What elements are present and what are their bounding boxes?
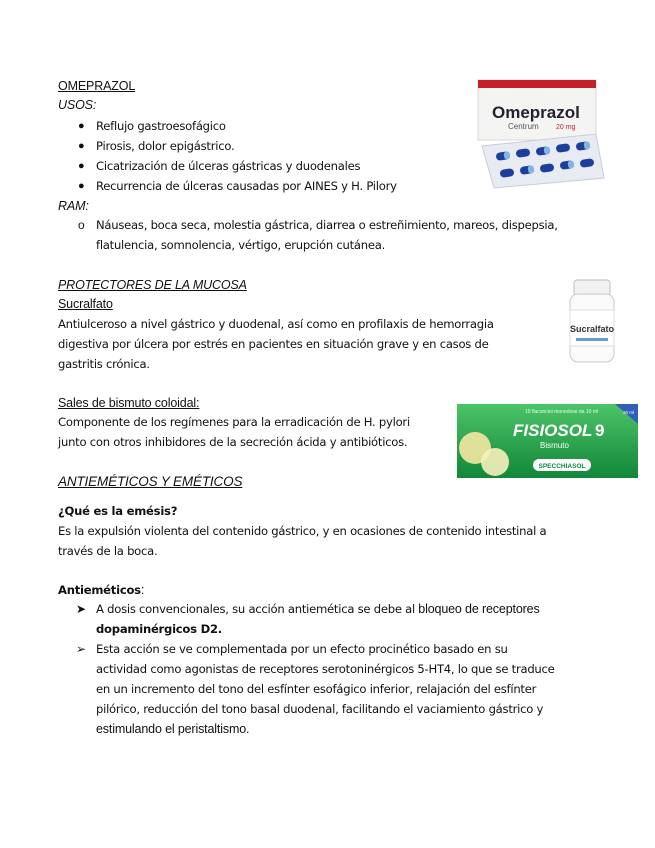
fisiosol-maker: SPECCHIASOL [538, 463, 586, 470]
omeprazol-sub: Centrum [508, 122, 539, 131]
bullet-dot: ● [78, 160, 85, 172]
fisiosol-image [455, 402, 640, 480]
point2-line: en un incremento del tono del esfínter esofágico inferior, relajación del esfínter [96, 682, 537, 696]
point1-line1 [96, 600, 540, 618]
usos-item: Cicatrización de úlceras gástricas y duodenales [96, 159, 361, 173]
protectores-title: PROTECTORES DE LA MUCOSA [58, 278, 247, 292]
bullet-dot: ● [78, 140, 85, 152]
sucralfato-image [566, 278, 618, 366]
point2-line: Esta acción se ve complementada por un efecto procinético basado en su [96, 642, 508, 656]
antiemeticos-subtitle-text: Antieméticos [58, 583, 141, 597]
omeprazol-dose: 20 mg [556, 124, 576, 131]
point1-text: A dosis convencionales, su acción antiemética se debe al [96, 602, 415, 616]
emesis-answer: través de la boca. [58, 544, 158, 558]
emesis-question: ¿Qué es la emésis? [58, 504, 178, 518]
bullet-dot: ● [78, 120, 85, 132]
emesis-answer: Es la expulsión violenta del contenido gástrico, y en ocasiones de contenido intestinal a [58, 524, 547, 538]
sucralfato-text: Antiulceroso a nivel gástrico y duodenal, así como en profilaxis de hemorragia [58, 317, 494, 331]
usos-item: Pirosis, dolor epigástrico. [96, 139, 235, 153]
ram-text: flatulencia, somnolencia, vértigo, erupción cutánea. [96, 238, 386, 252]
omeprazol-brand: Omeprazol [492, 103, 580, 122]
antiemeticos-title: ANTIEMÉTICOS Y EMÉTICOS [58, 474, 243, 489]
usos-item: Reflujo gastroesofágico [96, 119, 226, 133]
antiemeticos-subtitle [58, 581, 144, 599]
sucralfato-label: Sucralfato [569, 324, 615, 334]
fisiosol-top: 10 flaconcini monodose da 10 ml [525, 409, 599, 415]
arrow-bullet-icon: ➢ [76, 642, 87, 656]
point2-last-line: estimulando el peristaltismo. [96, 722, 250, 736]
point2-line: pilórico, reducción del tono basal duodenal, facilitando el vaciamiento gástrico y [96, 702, 544, 716]
bullet-circle: o [78, 218, 85, 232]
omeprazol-image [472, 76, 607, 191]
sucralfato-text: digestiva por úlcera por estrés en pacientes en situación grave y en casos de [58, 337, 489, 351]
sucralfato-text: gastritis crónica. [58, 357, 150, 371]
usos-label: USOS: [58, 98, 97, 112]
omeprazol-title: OMEPRAZOL [58, 79, 136, 93]
sucralfato-title: Sucralfato [58, 297, 113, 311]
bismuto-title: Sales de bismuto coloidal: [58, 396, 200, 410]
ram-label: RAM: [58, 199, 89, 213]
fisiosol-sub: Bismuto [540, 441, 569, 450]
point1-line2: dopaminérgicos D2. [96, 622, 222, 636]
antiemeticos-subtitle-colon: : [140, 583, 145, 597]
bismuto-text: junto con otros inhibidores de la secreción ácida y antibióticos. [58, 435, 408, 449]
fisiosol-brand: FISIOSOL [513, 421, 593, 440]
usos-item: Recurrencia de úlceras causadas por AINES y H. Pilory [96, 179, 397, 193]
bullet-dot: ● [78, 180, 85, 192]
fisiosol-badge: 20 ml [623, 410, 635, 415]
ram-text: Náuseas, boca seca, molestia gástrica, diarrea o estreñimiento, mareos, dispepsia, [96, 218, 558, 232]
arrow-bullet-icon: ➤ [76, 602, 87, 616]
fisiosol-num: 9 [595, 421, 605, 440]
point1-text-regular: bloqueo de receptores [418, 602, 540, 616]
bismuto-text: Componente de los regímenes para la erradicación de H. pylori [58, 415, 410, 429]
point2-line: actividad como agonistas de receptores serotoninérgicos 5-HT4, lo que se traduce [96, 662, 555, 676]
